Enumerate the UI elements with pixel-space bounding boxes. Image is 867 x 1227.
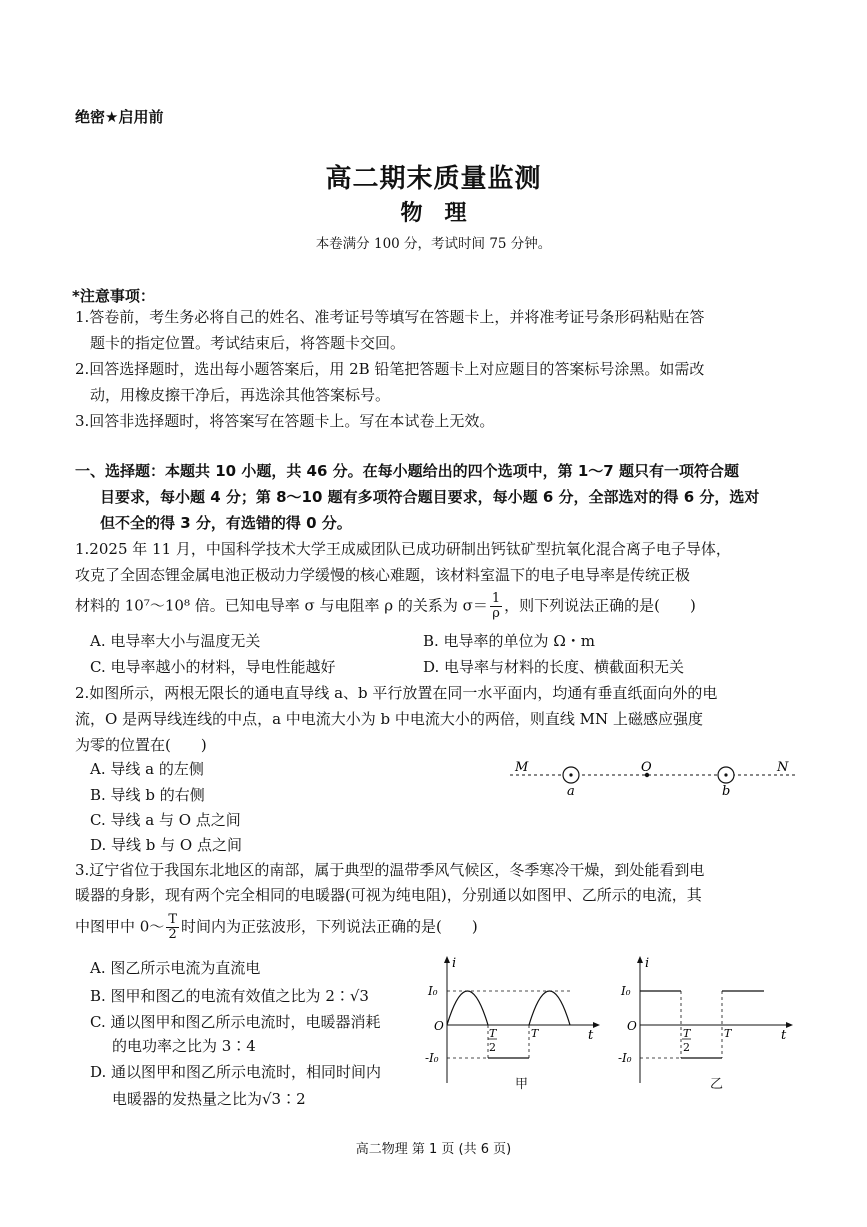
question-1-option: D. 电导率与材料的长度、横截面积无关 bbox=[423, 658, 685, 676]
question-1-text: 1.2025 年 11 月，中国科学技术大学王成威团队已成功研制出钙钛矿型抗氧化混合离子电子导体， bbox=[75, 540, 731, 558]
label-b: b bbox=[722, 784, 731, 799]
wire-a-dot bbox=[569, 773, 572, 776]
notes-line: 1.答卷前，考生务必将自己的姓名、准考证号等填写在答题卡上，并将准考证号条形码粘贴在答 bbox=[75, 308, 705, 326]
label-n: N bbox=[777, 760, 789, 775]
label-t-period: T bbox=[531, 1027, 539, 1040]
label-o: O bbox=[641, 760, 652, 775]
label-half-t-den: 2 bbox=[683, 1041, 690, 1054]
x-axis-arrow bbox=[593, 1022, 600, 1028]
secret-label: 绝密★启用前 bbox=[75, 108, 164, 126]
question-3-text: 暖器的身影，现有两个完全相同的电暖器(可视为纯电阻)，分别通以如图甲、乙所示的电流，其 bbox=[75, 886, 702, 904]
label-t-period: T bbox=[724, 1027, 732, 1040]
subject-title: 物 理 bbox=[400, 201, 467, 226]
question-3-option: 的电功率之比为 3∶4 bbox=[112, 1037, 256, 1055]
question-2-text: 为零的位置在( ) bbox=[75, 736, 207, 754]
label-origin: O bbox=[434, 1019, 444, 1033]
question-3-option: C. 通以图甲和图乙所示电流时，电暖器消耗 bbox=[90, 1013, 381, 1031]
question-3-text-part: 时间内为正弦波形，下列说法正确的是( ) bbox=[180, 917, 478, 936]
question-2-option: A. 导线 a 的左侧 bbox=[90, 760, 204, 778]
label-i0: I₀ bbox=[621, 984, 631, 998]
fraction bbox=[490, 592, 502, 621]
question-2-option: D. 导线 b 与 O 点之间 bbox=[90, 836, 243, 854]
notes-line: 3.回答非选择题时，将答案写在答题卡上。写在本试卷上无效。 bbox=[75, 412, 495, 430]
label-half-t-num: T bbox=[489, 1027, 497, 1040]
question-1-text: 攻克了全固态锂金属电池正极动力学缓慢的核心难题，该材料室温下的电子电导率是传统正极 bbox=[75, 566, 691, 584]
page-title: 高二期末质量监测 bbox=[325, 164, 542, 194]
axis-label-t: t bbox=[781, 1028, 787, 1043]
fraction bbox=[166, 913, 179, 942]
x-axis-arrow bbox=[786, 1022, 793, 1028]
notes-line: 2.回答选择题时，选出每小题答案后，用 2B 铅笔把答题卡上对应题目的答案标号涂黑。如需改 bbox=[75, 360, 705, 378]
question-3-text-part: 中图甲中 0～ bbox=[75, 917, 165, 936]
label-half-t-den: 2 bbox=[489, 1041, 496, 1054]
question-2-text: 2.如图所示，两根无限长的通电直导线 a、b 平行放置在同一水平面内，均通有垂直纸面向外的电 bbox=[75, 684, 718, 702]
fraction-denominator: ρ bbox=[492, 606, 500, 621]
y-axis-arrow bbox=[444, 956, 450, 963]
page-footer: 高二物理 第 1 页 (共 6 页) bbox=[355, 1142, 512, 1157]
label-origin: O bbox=[627, 1019, 637, 1033]
label-m: M bbox=[515, 760, 529, 775]
figure-jia-caption: 甲 bbox=[515, 1077, 529, 1092]
label-i0: I₀ bbox=[428, 984, 438, 998]
question-1-option: C. 电导率越小的材料，导电性能越好 bbox=[90, 658, 336, 676]
sine-half-wave-2 bbox=[529, 991, 570, 1025]
sine-half-wave-1 bbox=[447, 991, 488, 1025]
section-heading: 但不全的得 3 分，有选错的得 0 分。 bbox=[100, 514, 352, 532]
section-heading: 目要求，每小题 4 分；第 8～10 题有多项符合题目要求，每小题 6 分，全部选对的得 6 分，选对 bbox=[100, 488, 760, 506]
figure-yi-caption: 乙 bbox=[710, 1077, 724, 1092]
question-2-option: B. 导线 b 的右侧 bbox=[90, 786, 205, 804]
question-3-option: B. 图甲和图乙的电流有效值之比为 2∶√3 bbox=[90, 987, 369, 1005]
notes-line: 动，用橡皮擦干净后，再选涂其他答案标号。 bbox=[90, 386, 391, 404]
question-2-option: C. 导线 a 与 O 点之间 bbox=[90, 811, 241, 829]
wires-figure bbox=[505, 755, 805, 803]
section-heading: 一、选择题：本题共 10 小题，共 46 分。在每小题给出的四个选项中，第 1～7 题只有一项符合题 bbox=[75, 462, 739, 480]
question-1-option: B. 电导率的单位为 Ω・m bbox=[423, 632, 595, 650]
label-a: a bbox=[567, 784, 575, 799]
axis-label-t: t bbox=[588, 1028, 594, 1043]
question-1-text-part: 材料的 10⁷～10⁸ 倍。已知电导率 σ 与电阻率 ρ 的关系为 σ＝ bbox=[75, 596, 488, 615]
figure-jia bbox=[425, 955, 605, 1090]
notes-heading: *注意事项： bbox=[72, 287, 155, 305]
wire-b-dot bbox=[724, 773, 727, 776]
question-3-text bbox=[75, 913, 478, 942]
axis-label-i: i bbox=[645, 956, 650, 971]
question-3-option: D. 通以图甲和图乙所示电流时，相同时间内 bbox=[90, 1063, 382, 1081]
question-3-text: 3.辽宁省位于我国东北地区的南部，属于典型的温带季风气候区，冬季寒冷干燥，到处能看到电 bbox=[75, 861, 705, 879]
label-half-t-num: T bbox=[683, 1027, 691, 1040]
fraction-denominator: 2 bbox=[168, 927, 177, 942]
question-1-text bbox=[75, 592, 696, 621]
label-neg-i0: -I₀ bbox=[425, 1051, 439, 1065]
figure-yi bbox=[618, 955, 798, 1090]
exam-info: 本卷满分 100 分，考试时间 75 分钟。 bbox=[315, 236, 552, 252]
fraction-numerator: T bbox=[168, 912, 177, 927]
y-axis-arrow bbox=[637, 956, 643, 963]
axis-label-i: i bbox=[452, 956, 457, 971]
notes-line: 题卡的指定位置。考试结束后，将答题卡交回。 bbox=[90, 334, 406, 352]
label-neg-i0: -I₀ bbox=[618, 1051, 632, 1065]
fraction-numerator: 1 bbox=[491, 591, 501, 606]
question-3-option: A. 图乙所示电流为直流电 bbox=[90, 959, 261, 977]
question-2-text: 流，O 是两导线连线的中点，a 中电流大小为 b 中电流大小的两倍，则直线 MN 上磁感应强度 bbox=[75, 710, 703, 728]
question-1-text-part: ，则下列说法正确的是( ) bbox=[504, 596, 696, 615]
question-3-option: 电暖器的发热量之比为√3∶2 bbox=[112, 1090, 306, 1108]
question-1-option: A. 电导率大小与温度无关 bbox=[90, 632, 261, 650]
